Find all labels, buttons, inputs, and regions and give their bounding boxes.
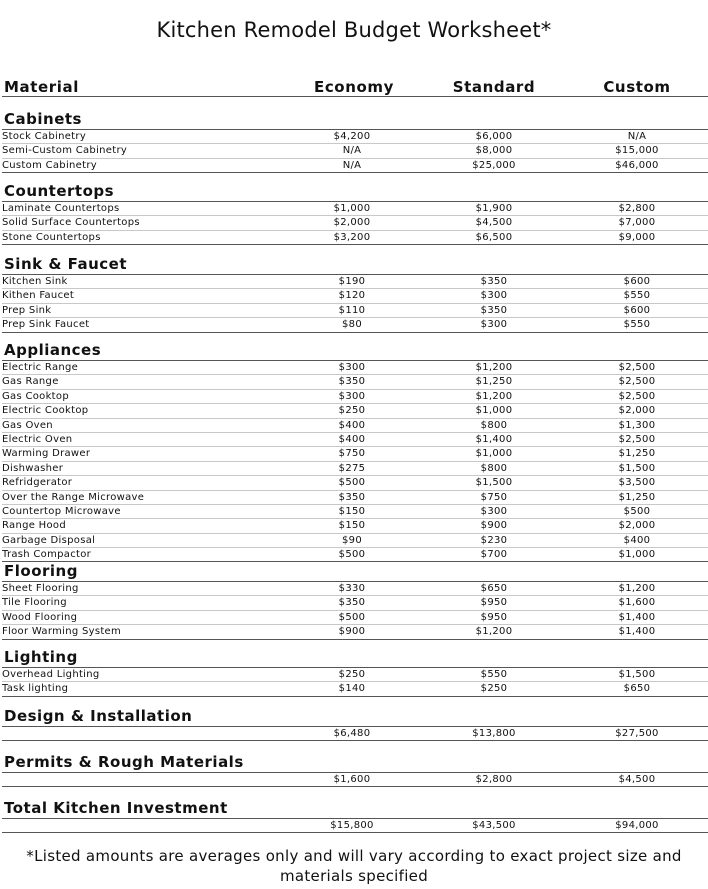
table-row xyxy=(2,476,708,490)
table-row xyxy=(2,596,708,610)
economy-value: N/A xyxy=(342,145,362,157)
standard-value: $4,500 xyxy=(475,217,513,229)
section-flooring xyxy=(2,562,708,640)
item-label: Stock Cabinetry xyxy=(2,131,87,142)
economy-value: $190 xyxy=(338,276,366,287)
custom-value: $600 xyxy=(623,304,651,316)
standard-value: $13,800 xyxy=(472,728,516,739)
item-label: Warming Drawer xyxy=(2,448,91,460)
standard-value: $300 xyxy=(480,290,508,302)
section-countertops xyxy=(2,182,708,245)
header-economy: Economy xyxy=(313,78,395,96)
header-material: Material xyxy=(4,78,79,96)
table-row xyxy=(2,819,708,833)
economy-value: $2,000 xyxy=(333,217,371,229)
custom-value: $1,300 xyxy=(618,419,656,431)
economy-value: $350 xyxy=(338,597,366,609)
table-row xyxy=(2,404,708,418)
standard-value: $700 xyxy=(480,549,508,561)
standard-value: $300 xyxy=(480,505,508,517)
custom-value: $500 xyxy=(623,505,651,517)
custom-value: $2,500 xyxy=(618,362,656,373)
item-label: Custom Cabinetry xyxy=(2,159,97,171)
item-label: Countertop Microwave xyxy=(2,505,121,517)
item-label: Laminate Countertops xyxy=(2,203,120,214)
table-row xyxy=(2,462,708,476)
item-label: Stone Countertops xyxy=(2,231,101,243)
standard-value: $230 xyxy=(480,534,508,546)
section-appliances xyxy=(2,341,708,562)
custom-value: $550 xyxy=(623,319,651,331)
item-label: Overhead Lighting xyxy=(2,669,100,680)
custom-value: $15,000 xyxy=(615,145,659,157)
item-label: Semi-Custom Cabinetry xyxy=(2,145,128,157)
item-label: Tile Flooring xyxy=(2,597,67,609)
section-title: Design & Installation xyxy=(2,707,708,727)
standard-value: $1,900 xyxy=(475,203,513,214)
section-title: Permits & Rough Materials xyxy=(2,753,708,773)
item-label: Trash Compactor xyxy=(2,549,92,561)
table-row xyxy=(2,216,708,230)
section-total xyxy=(2,799,708,833)
custom-value: $2,500 xyxy=(618,376,656,388)
economy-value: $300 xyxy=(338,362,366,373)
standard-value: $250 xyxy=(480,683,508,695)
economy-value: $350 xyxy=(338,376,366,388)
standard-value: $2,800 xyxy=(475,774,513,785)
economy-value: $250 xyxy=(338,405,366,417)
custom-value: $2,800 xyxy=(618,203,656,214)
economy-value: $1,600 xyxy=(333,774,371,785)
economy-value: $15,800 xyxy=(330,820,374,831)
standard-value: $750 xyxy=(480,491,508,503)
economy-value: $300 xyxy=(338,390,366,402)
page-title: Kitchen Remodel Budget Worksheet* xyxy=(156,18,552,42)
table-row xyxy=(2,130,708,144)
economy-value: $110 xyxy=(338,304,366,316)
custom-value: $9,000 xyxy=(618,231,656,243)
custom-value: $4,500 xyxy=(618,774,656,785)
custom-value: $2,500 xyxy=(618,433,656,445)
section-permits xyxy=(2,753,708,787)
custom-value: $1,200 xyxy=(618,583,656,594)
section-title: Lighting xyxy=(2,648,708,668)
standard-value: $1,200 xyxy=(475,390,513,402)
custom-value: $2,500 xyxy=(618,390,656,402)
table-row xyxy=(2,159,708,173)
standard-value: $1,000 xyxy=(475,405,513,417)
item-label: Task lighting xyxy=(2,683,69,695)
table-row xyxy=(2,289,708,303)
economy-value: $150 xyxy=(338,505,366,517)
standard-value: $800 xyxy=(480,419,508,431)
custom-value: $1,400 xyxy=(618,611,656,623)
custom-value: $1,250 xyxy=(618,491,656,503)
custom-value: N/A xyxy=(627,131,647,142)
standard-value: $1,400 xyxy=(475,433,513,445)
section-sink-faucet xyxy=(2,255,708,333)
table-row xyxy=(2,375,708,389)
standard-value: $6,000 xyxy=(475,131,513,142)
custom-value: $46,000 xyxy=(615,159,659,171)
table-row xyxy=(2,727,708,741)
table-row xyxy=(2,390,708,404)
custom-value: $94,000 xyxy=(615,820,659,831)
custom-value: $1,500 xyxy=(618,462,656,474)
item-label: Gas Cooktop xyxy=(2,390,69,402)
standard-value: $300 xyxy=(480,319,508,331)
item-label: Kithen Faucet xyxy=(2,290,75,302)
economy-value: $250 xyxy=(338,669,366,680)
custom-value: $400 xyxy=(623,534,651,546)
standard-value: $1,500 xyxy=(475,477,513,489)
table-row xyxy=(2,275,708,289)
custom-value: $650 xyxy=(623,683,651,695)
economy-value: $150 xyxy=(338,520,366,532)
economy-value: $6,480 xyxy=(333,728,371,739)
standard-value: $650 xyxy=(480,583,508,594)
standard-value: $43,500 xyxy=(472,820,516,831)
section-title: Cabinets xyxy=(2,110,708,130)
economy-value: $500 xyxy=(338,611,366,623)
table-row xyxy=(2,625,708,639)
item-label: Refridgerator xyxy=(2,477,73,489)
standard-value: $25,000 xyxy=(472,159,516,171)
custom-value: $7,000 xyxy=(618,217,656,229)
item-label: Solid Surface Countertops xyxy=(2,217,140,229)
economy-value: $3,200 xyxy=(333,231,371,243)
economy-value: $900 xyxy=(338,626,366,638)
header-custom: Custom xyxy=(603,78,671,96)
section-title: Sink & Faucet xyxy=(2,255,708,275)
table-row xyxy=(2,491,708,505)
section-lighting xyxy=(2,648,708,697)
section-title: Flooring xyxy=(2,562,708,582)
custom-value: $1,600 xyxy=(618,597,656,609)
item-label: Gas Range xyxy=(2,376,59,388)
item-label: Range Hood xyxy=(2,520,66,532)
section-design-installation xyxy=(2,707,708,741)
economy-value: $400 xyxy=(338,419,366,431)
table-row xyxy=(2,668,708,682)
table-row xyxy=(2,682,708,696)
table-row xyxy=(2,519,708,533)
item-label: Prep Sink Faucet xyxy=(2,319,90,331)
item-label: Garbage Disposal xyxy=(2,534,96,546)
header-standard: Standard xyxy=(452,78,536,96)
section-title: Appliances xyxy=(2,341,708,361)
section-title: Total Kitchen Investment xyxy=(2,799,708,819)
table-row xyxy=(2,419,708,433)
standard-value: $550 xyxy=(480,669,508,680)
table-row xyxy=(2,202,708,216)
table-row xyxy=(2,231,708,245)
table-row xyxy=(2,582,708,596)
custom-value: $1,250 xyxy=(618,448,656,460)
standard-value: $950 xyxy=(480,597,508,609)
item-label: Wood Flooring xyxy=(2,611,78,623)
table-row xyxy=(2,433,708,447)
table-header xyxy=(2,78,708,97)
custom-value: $1,500 xyxy=(618,669,656,680)
economy-value: $140 xyxy=(338,683,366,695)
custom-value: $2,000 xyxy=(618,520,656,532)
standard-value: $1,200 xyxy=(475,362,513,373)
standard-value: $1,000 xyxy=(475,448,513,460)
custom-value: $3,500 xyxy=(618,477,656,489)
table-row xyxy=(2,144,708,158)
item-label: Over the Range Microwave xyxy=(2,491,145,503)
standard-value: $350 xyxy=(480,304,508,316)
standard-value: $1,200 xyxy=(475,626,513,638)
standard-value: $350 xyxy=(480,276,508,287)
economy-value: $120 xyxy=(338,290,366,302)
item-label: Dishwasher xyxy=(2,462,64,474)
table-row xyxy=(2,505,708,519)
standard-value: $8,000 xyxy=(475,145,513,157)
economy-value: $350 xyxy=(338,491,366,503)
custom-value: $1,000 xyxy=(618,549,656,561)
table-row xyxy=(2,534,708,548)
item-label: Gas Oven xyxy=(2,419,53,431)
footnote: *Listed amounts are averages only and will vary according to exact project size and materials specified xyxy=(26,847,682,885)
table-row xyxy=(2,447,708,461)
custom-value: $600 xyxy=(623,276,651,287)
table-row xyxy=(2,318,708,332)
table-row xyxy=(2,304,708,318)
economy-value: $80 xyxy=(342,319,362,331)
table-row xyxy=(2,361,708,375)
standard-value: $1,250 xyxy=(475,376,513,388)
item-label: Prep Sink xyxy=(2,304,52,316)
economy-value: $500 xyxy=(338,549,366,561)
item-label: Floor Warming System xyxy=(2,626,122,638)
custom-value: $550 xyxy=(623,290,651,302)
standard-value: $6,500 xyxy=(475,231,513,243)
item-label: Electric Oven xyxy=(2,433,73,445)
table-row xyxy=(2,548,708,562)
item-label: Electric Range xyxy=(2,362,79,373)
economy-value: $400 xyxy=(338,433,366,445)
economy-value: $750 xyxy=(338,448,366,460)
economy-value: $90 xyxy=(342,534,362,546)
economy-value: $1,000 xyxy=(333,203,371,214)
economy-value: N/A xyxy=(342,159,362,171)
custom-value: $27,500 xyxy=(615,728,659,739)
custom-value: $2,000 xyxy=(618,405,656,417)
item-label: Sheet Flooring xyxy=(2,583,79,594)
economy-value: $4,200 xyxy=(333,131,371,142)
section-cabinets xyxy=(2,110,708,173)
economy-value: $500 xyxy=(338,477,366,489)
item-label: Electric Cooktop xyxy=(2,405,89,417)
economy-value: $275 xyxy=(338,462,366,474)
standard-value: $950 xyxy=(480,611,508,623)
standard-value: $900 xyxy=(480,520,508,532)
item-label: Kitchen Sink xyxy=(2,276,68,287)
economy-value: $330 xyxy=(338,583,366,594)
section-title: Countertops xyxy=(2,182,708,202)
table-row xyxy=(2,773,708,787)
table-row xyxy=(2,611,708,625)
standard-value: $800 xyxy=(480,462,508,474)
custom-value: $1,400 xyxy=(618,626,656,638)
